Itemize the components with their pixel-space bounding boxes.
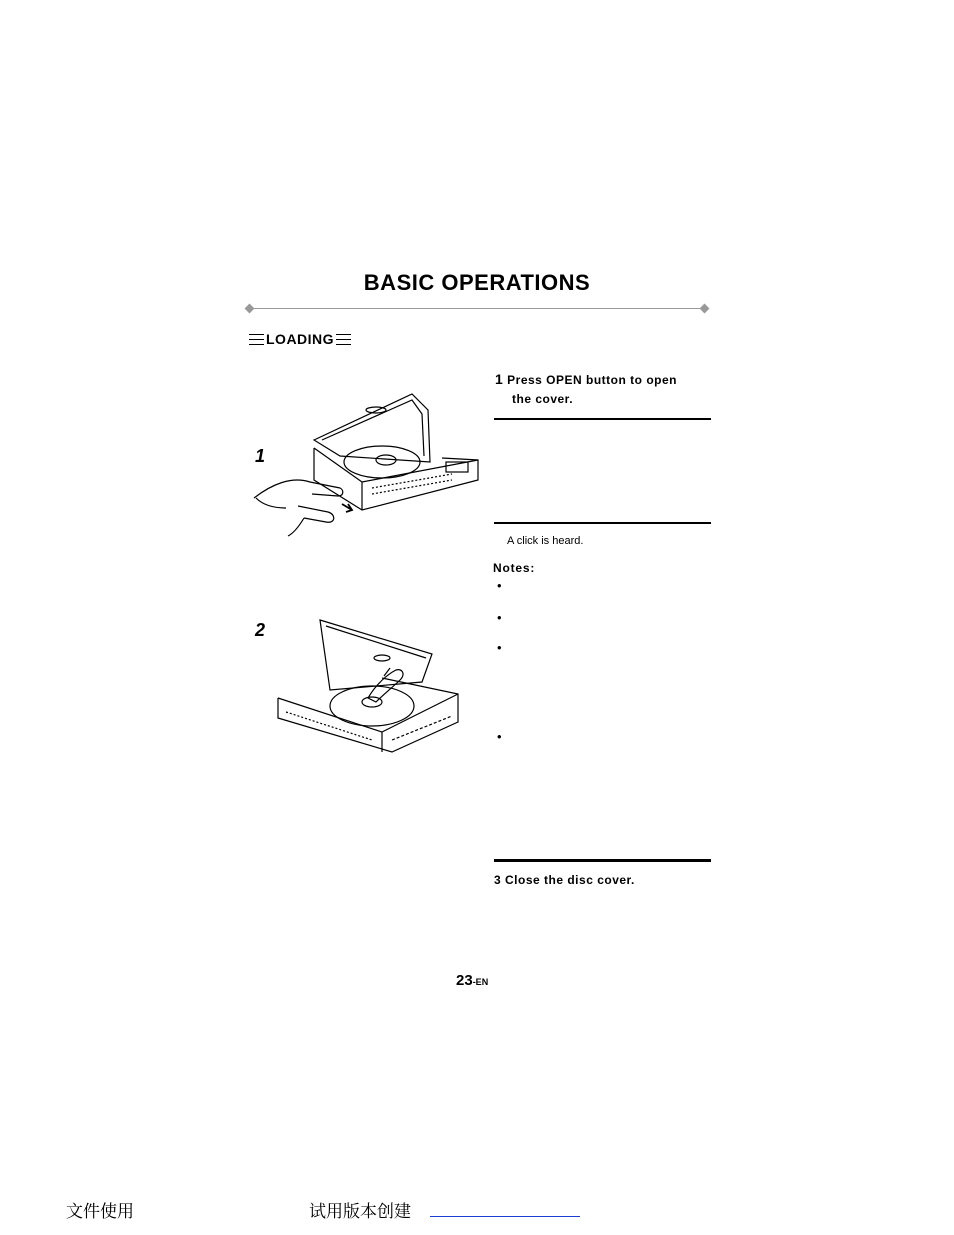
bullet: • <box>497 729 502 744</box>
footer-link-line[interactable] <box>430 1216 580 1217</box>
step-1-line-1: Press OPEN button to open <box>507 373 677 387</box>
figure-2-label: 2 <box>255 620 266 640</box>
bullet: • <box>497 578 502 593</box>
menu-lines-icon <box>336 334 351 345</box>
section-label: LOADING <box>266 331 335 347</box>
click-note: A click is heard. <box>507 535 584 547</box>
bullet: • <box>497 640 502 655</box>
page-number-suffix: -EN <box>472 977 489 987</box>
section-heading <box>249 331 351 347</box>
open-cover-illustration <box>252 388 482 538</box>
figure-1-label: 1 <box>255 446 266 466</box>
title-rule <box>248 308 706 309</box>
page-number-value: 23 <box>456 972 473 989</box>
notes-heading: Notes: <box>493 561 536 575</box>
rule-right-diamond <box>700 304 710 314</box>
insert-disc-illustration <box>272 612 462 762</box>
step-1-text <box>495 370 677 409</box>
bullet: • <box>497 610 502 625</box>
page-title: BASIC OPERATIONS <box>363 270 591 295</box>
step-3-text: 3 Close the disc cover. <box>494 873 635 887</box>
step-1-number: 1 <box>495 371 504 387</box>
divider <box>494 859 711 862</box>
menu-lines-icon <box>249 334 264 345</box>
divider <box>494 418 711 420</box>
divider <box>494 522 711 524</box>
page-number <box>456 972 488 989</box>
step-1-line-2: the cover. <box>512 392 574 406</box>
footer-left-text: 文件使用 <box>66 1202 134 1222</box>
footer-right-text: 试用版本创建 <box>309 1202 411 1222</box>
